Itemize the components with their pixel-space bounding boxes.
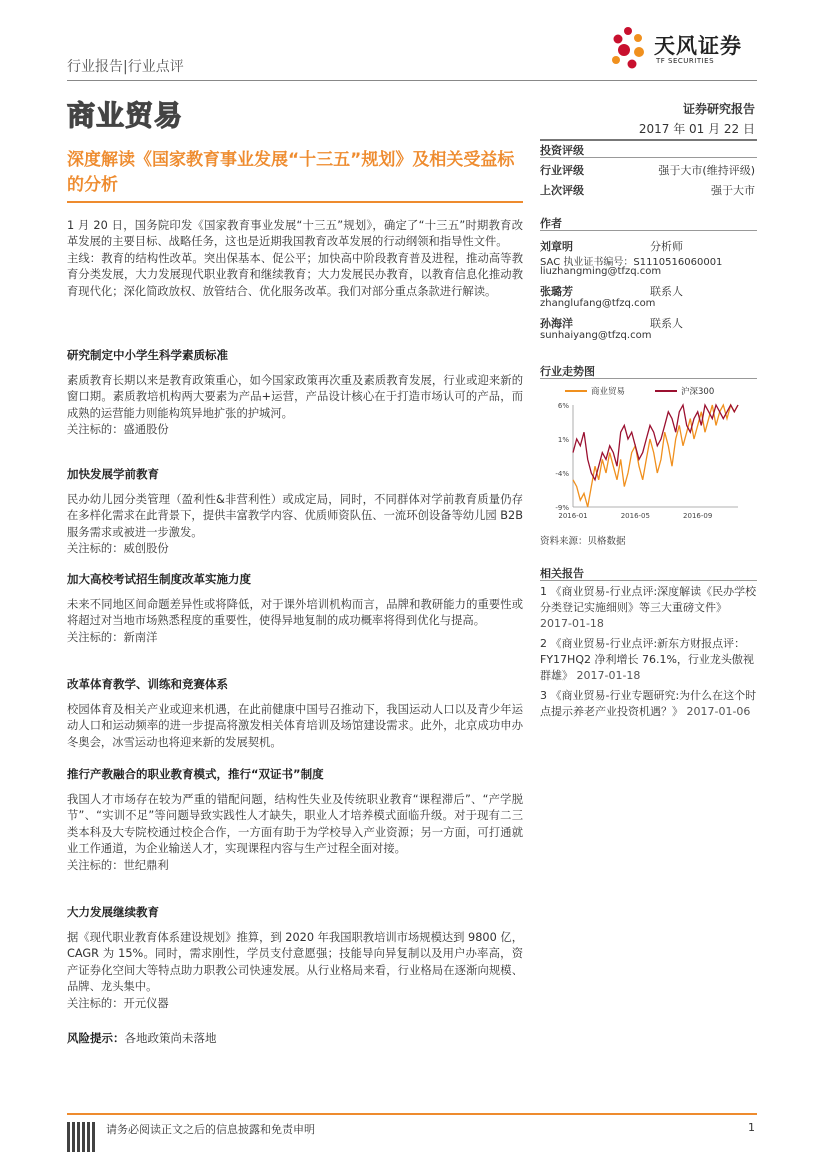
legend-label: 商业贸易 (591, 387, 626, 397)
related-item[interactable] (540, 584, 757, 632)
related-item[interactable] (540, 688, 757, 720)
section-heading: 研究制定中小学生科学素质标准 (67, 348, 228, 362)
author-name: 孙海洋 (540, 317, 573, 330)
logo-text-en: TF SECURITIES (656, 57, 715, 65)
section-body (67, 792, 523, 874)
section-text: 据《现代职业教育体系建设规划》推算，到 2020 年我国职教培训市场规模达到 9800 亿，CAGR 为 15%。同时，需求刚性，学员支付意愿强；技能导向异复制以及用户办率高，资产证券化空间大等特点助力职教公司快速发展。从行业格局来看，行业格局在逐渐向规模、品牌、龙头集中。 (67, 931, 523, 994)
related-item-date: 2017-01-06 (686, 705, 751, 718)
section-target: 关注标的：新南洋 (67, 630, 158, 644)
author-role: 联系人 (650, 317, 683, 330)
y-tick-label: -4% (555, 470, 569, 478)
chart-legend (565, 386, 714, 397)
author-role: 分析师 (650, 240, 683, 253)
section-body (67, 930, 523, 1012)
header-divider (67, 80, 757, 81)
chart-axes (555, 402, 738, 520)
related-list (540, 584, 757, 720)
related-item-date: 2017-01-18 (540, 617, 604, 630)
company-logo (610, 24, 760, 72)
related-item-number: 2 (540, 637, 547, 650)
section-heading: 大力发展继续教育 (67, 905, 159, 919)
related-item-title: 《商业贸易-行业专题研究:为什么在这个时点提示养老产业投资机遇？》 (540, 689, 757, 718)
y-tick-label: 6% (557, 402, 569, 410)
logo-text-cn: 天风证券 (654, 34, 742, 58)
section-body (67, 597, 523, 646)
logo-mark-icon (610, 24, 650, 70)
previous-rating-label: 上次评级 (540, 184, 584, 197)
previous-rating-value: 强于大市 (711, 184, 755, 197)
author-email[interactable]: zhanglufang@tfzq.com (540, 298, 656, 309)
authors-heading: 作者 (540, 217, 562, 230)
author-name: 刘章明 (540, 240, 573, 253)
intro-mainline: 主线：教育的结构性改革。突出保基本、促公平；加快高中阶段教育普及进程，推动高等教育分类发展，大力发展现代职业教育和继续教育；大力发展民办教育，以教育信息化推动教育现代化；深化简政放权、放管结合、优化服务改革。我们对部分重点条款进行解读。 (67, 251, 523, 298)
footer-divider (67, 1113, 757, 1115)
section-body (67, 492, 523, 558)
chart-lines (573, 405, 738, 507)
section-heading: 推行产教融合的职业教育模式，推行“双证书”制度 (67, 767, 324, 781)
related-item-date: 2017-01-18 (576, 669, 641, 682)
x-tick-label: 2016-09 (683, 512, 713, 520)
author-email[interactable]: sunhaiyang@tfzq.com (540, 330, 652, 341)
author-role: 联系人 (650, 285, 683, 298)
section-heading: 加大高校考试招生制度改革实施力度 (67, 572, 251, 586)
rating-heading: 投资评级 (540, 144, 584, 157)
related-rule (540, 580, 757, 581)
author-email[interactable]: liuzhangming@tfzq.com (540, 266, 662, 277)
report-type: 证券研究报告 (682, 102, 755, 116)
related-item-number: 3 (540, 689, 547, 702)
series-line (573, 405, 738, 507)
section-body (67, 373, 523, 439)
rating-top-rule (540, 139, 757, 141)
related-item[interactable] (540, 636, 757, 684)
section-heading: 改革体育教学、训练和竞赛体系 (67, 677, 228, 691)
trend-heading: 行业走势图 (540, 365, 595, 378)
section-target: 关注标的：开元仪器 (67, 996, 169, 1010)
industry-trend-chart (545, 383, 745, 528)
risk-warning (67, 1030, 217, 1046)
report-category: 行业报告|行业点评 (67, 59, 184, 75)
chart-source: 资料来源：贝格数据 (540, 536, 626, 547)
rating-rule (540, 157, 757, 158)
section-target: 关注标的：世纪鼎利 (67, 858, 169, 872)
section-target: 关注标的：威创股份 (67, 542, 169, 556)
report-title: 深度解读《国家教育事业发展“十三五”规划》及相关受益标的分析 (67, 150, 515, 195)
related-item-number: 1 (540, 585, 547, 598)
section-text: 民办幼儿园分类管理（盈利性&非营利性）或成定局，同时，不同群体对学前教育质量仍存在多样化需求在此背景下，提供丰富教学内容、优质师资队伍、一流环创设备等幼儿园 B2B 服务需求或被进一步激发。 (67, 493, 523, 539)
sector-title: 商业贸易 (67, 99, 184, 132)
risk-label: 风险提示： (67, 1031, 125, 1045)
section-text: 我国人才市场存在较为严重的错配问题，结构性失业及传统职业教育“课程滞后”、“产学脱节”、“实训不足”等问题导致实践性人才缺失，职业人才培养模式面临升级。对于现有二三类本科及大专院校通过校企合作，一方面有助于为学校导入产业资源；另一方面，可打通就业工作通道，为企业输送人才，实现课程内容与生产过程全面对接。 (67, 793, 523, 856)
intro-block (67, 218, 523, 300)
related-item-title: 《商业贸易-行业点评:深度解读《民办学校分类登记实施细则》等三大重磅文件》 (540, 585, 757, 614)
industry-rating-label: 行业评级 (540, 164, 584, 177)
section-target: 关注标的：盛通股份 (67, 423, 169, 437)
series-line (573, 405, 738, 480)
related-heading: 相关报告 (540, 567, 584, 580)
related-item-title: 《商业贸易-行业点评:新东方财报点评：FY17HQ2 净利增长 76.1%，行业龙头傲视群雄》 (540, 637, 754, 682)
author-cert: SAC 执业证书编号：S1110516060001 (540, 257, 723, 268)
section-text: 素质教育长期以来是教育政策重心，如今国家政策再次重及素质教育发展，行业或迎来新的窗口期。素质教培机构两大要素为产品+运营，产品设计核心在于打造市场认可的产品，而成熟的运营能力则能构筑异地扩张的护城河。 (67, 374, 523, 420)
page-number: 1 (748, 1121, 755, 1134)
author-name: 张璐芳 (540, 285, 573, 298)
section-text: 校园体育及相关产业或迎来机遇，在此前健康中国号召推动下，我国运动人口以及青少年运动人口和运动频率的进一步提高将激发相关体育培训及场馆建设需求。此外，北京成功申办冬奥会，冰雪运动也将迎来新的发展契机。 (67, 703, 523, 749)
industry-rating-value: 强于大市(维持评级) (658, 164, 755, 177)
title-underline (67, 201, 523, 203)
section-text: 未来不同地区间命题差异性或将降低，对于课外培训机构而言，品牌和教研能力的重要性或将超过对当地市场熟悉程度的重要性，使得异地复制的成功概率将得到优化与提高。 (67, 598, 523, 628)
report-date: 2017 年 01 月 22 日 (638, 122, 755, 136)
y-tick-label: 1% (557, 436, 569, 444)
x-tick-label: 2016-01 (558, 512, 588, 520)
authors-rule (540, 230, 757, 231)
disclaimer-notice[interactable]: 请务必阅读正文之后的信息披露和免责申明 (106, 1123, 315, 1136)
section-body (67, 702, 523, 751)
section-heading: 加快发展学前教育 (67, 467, 159, 481)
intro-paragraph: 1 月 20 日，国务院印发《国家教育事业发展“十三五”规划》，确定了“十三五”时期教育改革发展的主要目标、战略任务，这也是近期我国教育改革发展的行动纲领和指导性文件。 (67, 219, 523, 249)
risk-text: 各地政策尚未落地 (124, 1031, 217, 1045)
x-tick-label: 2016-05 (620, 512, 650, 520)
legend-label: 沪深300 (681, 387, 715, 397)
qr-code-icon (67, 1122, 97, 1152)
trend-rule (540, 378, 757, 379)
y-tick-label: -9% (555, 504, 569, 512)
